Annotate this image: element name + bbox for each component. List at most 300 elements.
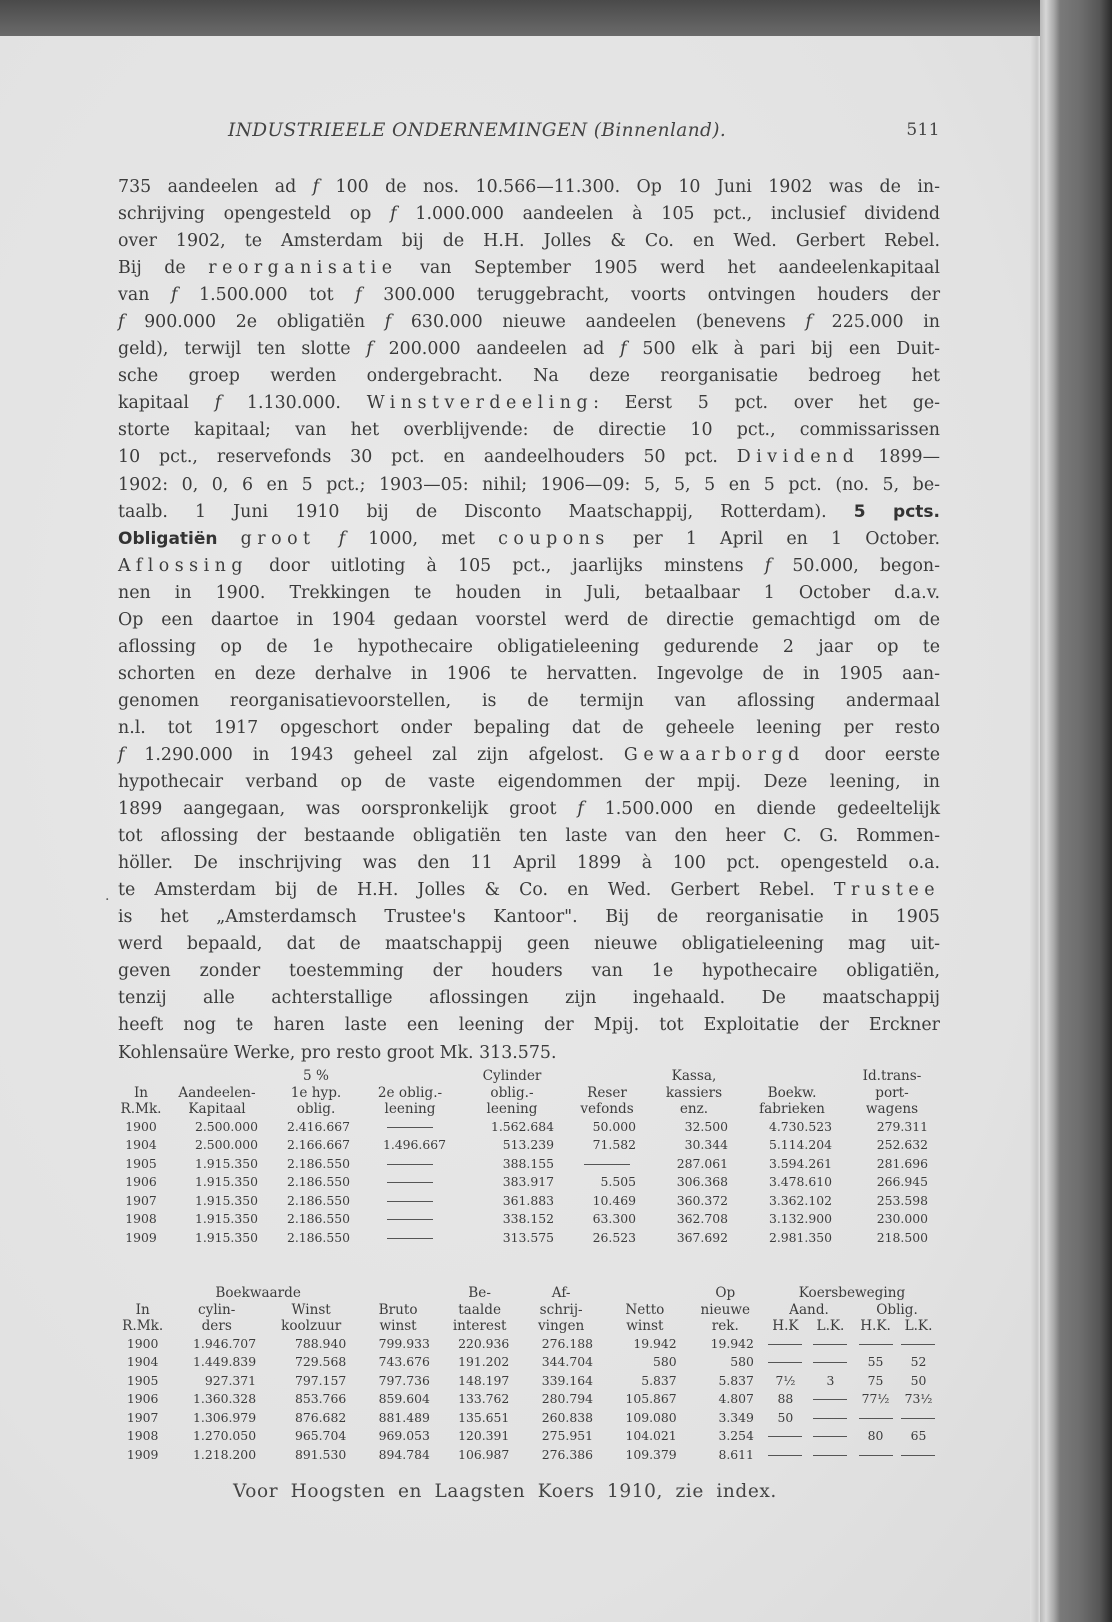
column-header: wagens bbox=[865, 1101, 919, 1117]
table-row bbox=[118, 1409, 940, 1428]
value-cell: 3.362.102 bbox=[768, 1192, 832, 1208]
text-run: Bij de bbox=[118, 258, 209, 279]
value-cell bbox=[854, 1446, 897, 1465]
value-cell: 148.197 bbox=[458, 1372, 510, 1388]
text-line bbox=[118, 282, 940, 309]
running-head-title: INDUSTRIEELE ONDERNEMINGEN (Binnenland). bbox=[228, 120, 727, 141]
value-cell bbox=[897, 1446, 940, 1465]
column-header: leening bbox=[384, 1101, 436, 1117]
value-cell bbox=[807, 1390, 854, 1409]
column-header bbox=[356, 1285, 440, 1302]
value-cell: 797.736 bbox=[378, 1372, 430, 1388]
value-cell: 965.704 bbox=[294, 1428, 347, 1444]
text-line bbox=[118, 607, 940, 634]
value-cell: 306.368 bbox=[676, 1174, 728, 1190]
value-cell: 3 bbox=[826, 1372, 835, 1388]
dash-rule bbox=[387, 1182, 433, 1183]
column-header: Op bbox=[715, 1285, 736, 1301]
value-cell: 276.188 bbox=[541, 1335, 593, 1351]
bold-heading: Obligatiën bbox=[118, 528, 218, 549]
text-run: 225.000 in bbox=[811, 312, 941, 333]
dash-rule bbox=[901, 1344, 935, 1345]
column-header: Kassa, bbox=[671, 1068, 717, 1084]
table-row bbox=[118, 1136, 940, 1155]
value-cell: 313.575 bbox=[502, 1230, 554, 1246]
text-run: n.l. tot 1917 opgeschort onder bepaling dat de geheele leening per resto bbox=[118, 717, 940, 738]
column-header: 1e hyp. bbox=[290, 1084, 342, 1101]
value-cell: 50.000 bbox=[592, 1118, 636, 1134]
column-header: R.Mk. bbox=[120, 1101, 162, 1117]
column-header: vefonds bbox=[580, 1101, 634, 1117]
text-run: 200.000 aandeelen ad bbox=[372, 339, 621, 360]
value-cell: 220.936 bbox=[458, 1335, 510, 1351]
value-cell: 50 bbox=[910, 1372, 927, 1388]
text-run: tot aflossing der bestaande obligatiën ten laste van den heer C. G. Rommen- bbox=[118, 826, 940, 847]
text-run bbox=[316, 529, 339, 549]
text-run: Op een daartoe in 1904 gedaan voorstel werd de directie gemachtigd om de bbox=[118, 609, 940, 630]
spaced-emphasis: Gewaarborgd bbox=[623, 744, 805, 765]
florin-symbol: f bbox=[338, 528, 346, 549]
value-cell: 1.306.979 bbox=[193, 1409, 257, 1425]
text-run: 1.500.000 en diende gedeeltelijk bbox=[583, 799, 940, 820]
column-header: H.K bbox=[772, 1318, 799, 1334]
dash-rule bbox=[813, 1455, 847, 1456]
value-cell bbox=[807, 1409, 854, 1428]
florin-symbol: f bbox=[118, 312, 125, 333]
column-header: winst bbox=[626, 1318, 664, 1334]
table-row bbox=[118, 1210, 940, 1229]
value-cell: 281.696 bbox=[876, 1155, 928, 1171]
value-cell: 73½ bbox=[904, 1391, 933, 1407]
value-cell: 106.987 bbox=[458, 1447, 510, 1463]
value-cell: 2.500.000 bbox=[194, 1118, 258, 1134]
column-header: leening bbox=[486, 1101, 538, 1117]
text-line bbox=[118, 255, 940, 282]
dash-rule bbox=[813, 1344, 847, 1345]
value-cell: 853.766 bbox=[294, 1391, 347, 1407]
florin-symbol: f bbox=[214, 393, 222, 414]
value-cell: 2.186.550 bbox=[286, 1230, 350, 1246]
value-cell: 876.682 bbox=[294, 1409, 347, 1425]
year-cell: 1907 bbox=[125, 1192, 157, 1208]
value-cell bbox=[854, 1335, 897, 1354]
text-run: over 1902, te Amsterdam bij de H.H. Jolles & Co. en Wed. Gerbert Rebel. bbox=[118, 231, 940, 252]
florin-symbol: f bbox=[384, 312, 392, 333]
dash-rule bbox=[768, 1455, 802, 1456]
bold-heading: 5 pcts. bbox=[853, 501, 940, 522]
text-run: per 1 April en 1 October. bbox=[609, 528, 941, 549]
year-cell: 1900 bbox=[126, 1335, 159, 1351]
header-row bbox=[118, 1085, 940, 1102]
text-line bbox=[118, 985, 940, 1012]
column-header: ders bbox=[201, 1318, 232, 1334]
table-row bbox=[118, 1229, 940, 1248]
value-cell bbox=[362, 1229, 458, 1248]
text-line bbox=[118, 769, 940, 796]
text-run: van bbox=[118, 285, 172, 306]
text-line bbox=[118, 336, 940, 363]
year-cell: 1904 bbox=[125, 1137, 157, 1153]
column-header: Aandeelen- bbox=[178, 1084, 256, 1101]
value-cell: 388.155 bbox=[502, 1155, 554, 1171]
text-line bbox=[118, 742, 940, 769]
value-cell: 55 bbox=[867, 1354, 884, 1370]
value-cell bbox=[362, 1192, 458, 1211]
text-run: werd bepaald, dat de maatschappij geen nieuwe obligatieleening mag uit- bbox=[118, 934, 940, 955]
column-header: L.K. bbox=[904, 1318, 933, 1334]
text-run: 1899 aangegaan, was oorspronkelijk groot bbox=[118, 799, 578, 820]
value-cell bbox=[362, 1210, 458, 1229]
value-cell: 894.784 bbox=[378, 1447, 430, 1463]
text-run: van September 1905 werd het aandeelenkapitaal bbox=[397, 258, 940, 279]
body-paragraph bbox=[118, 174, 940, 1067]
column-header: cylin- bbox=[198, 1301, 236, 1318]
value-cell: 133.762 bbox=[458, 1391, 510, 1407]
group-header-koersbeweging: Koersbeweging bbox=[798, 1285, 906, 1301]
text-run: 1000, met bbox=[345, 528, 499, 549]
group-header-oblig: Oblig. bbox=[876, 1301, 918, 1318]
value-cell: 4.807 bbox=[718, 1391, 754, 1407]
text-line bbox=[118, 553, 940, 580]
header-row bbox=[118, 1285, 940, 1302]
value-cell: 2.186.550 bbox=[286, 1155, 350, 1171]
florin-symbol: f bbox=[118, 744, 125, 765]
value-cell: 339.164 bbox=[541, 1372, 593, 1388]
value-cell: 266.945 bbox=[876, 1174, 928, 1190]
header-row bbox=[118, 1068, 940, 1085]
value-cell: 881.489 bbox=[378, 1409, 430, 1425]
column-header bbox=[566, 1068, 648, 1085]
value-cell bbox=[362, 1155, 458, 1174]
value-cell bbox=[807, 1335, 854, 1354]
value-cell: 788.940 bbox=[294, 1335, 347, 1351]
florin-symbol: f bbox=[355, 285, 362, 306]
value-cell: 10.469 bbox=[592, 1192, 636, 1208]
text-run: schorten en deze derhalve in 1906 te hervatten. Ingevolge de in 1905 aan- bbox=[118, 663, 940, 684]
value-cell: 797.157 bbox=[294, 1372, 347, 1388]
value-cell: 32.500 bbox=[684, 1118, 728, 1134]
value-cell: 77½ bbox=[861, 1391, 890, 1407]
value-cell: 729.568 bbox=[294, 1354, 347, 1370]
column-header: 2e oblig.- bbox=[377, 1084, 443, 1101]
spaced-emphasis: reorganisatie bbox=[208, 258, 398, 279]
column-header bbox=[362, 1068, 458, 1085]
value-cell: 5.837 bbox=[641, 1372, 677, 1388]
value-cell: 120.391 bbox=[458, 1428, 510, 1444]
text-line bbox=[118, 931, 940, 958]
year-cell: 1905 bbox=[126, 1372, 159, 1388]
value-cell: 1.360.328 bbox=[193, 1391, 257, 1407]
text-run: door eerste bbox=[804, 744, 940, 765]
value-cell bbox=[764, 1446, 807, 1465]
dash-rule bbox=[387, 1164, 433, 1165]
text-line bbox=[118, 363, 940, 390]
text-run: 1899— bbox=[859, 447, 940, 468]
text-line bbox=[118, 634, 940, 661]
text-line bbox=[118, 850, 940, 877]
text-run: geld), terwijl ten slotte bbox=[118, 339, 367, 360]
year-cell: 1906 bbox=[125, 1174, 157, 1190]
text-run: genomen reorganisatievoorstellen, is de termijn van aflossing andermaal bbox=[118, 690, 940, 711]
column-header: kassiers bbox=[665, 1084, 723, 1101]
scan-right-border bbox=[1040, 0, 1112, 1622]
text-line bbox=[118, 499, 940, 526]
value-cell: 71.582 bbox=[592, 1137, 636, 1153]
dash-rule bbox=[901, 1418, 935, 1419]
text-run: Kohlensaüre Werke, pro resto groot Mk. 313.575. bbox=[118, 1042, 557, 1063]
footer-note: Voor Hoogsten en Laagsten Koers 1910, zie index. bbox=[233, 1481, 777, 1502]
table-row bbox=[118, 1390, 940, 1409]
text-line bbox=[118, 309, 940, 336]
value-cell bbox=[897, 1409, 940, 1428]
year-cell: 1908 bbox=[125, 1211, 157, 1227]
year-cell: 1907 bbox=[126, 1409, 159, 1425]
text-run: 1.290.000 in 1943 geheel zal zijn afgelost. bbox=[124, 744, 624, 765]
value-cell: 3.254 bbox=[718, 1428, 754, 1444]
text-run: geven zonder toestemming der houders van 1e hypothecaire obligatiën, bbox=[118, 961, 940, 982]
text-line bbox=[118, 580, 940, 607]
table-row bbox=[118, 1353, 940, 1372]
spaced-emphasis: coupons bbox=[498, 528, 610, 549]
column-header: rek. bbox=[711, 1318, 739, 1334]
spaced-emphasis: Winstverdeeling bbox=[366, 393, 594, 414]
value-cell: 3.349 bbox=[718, 1409, 754, 1425]
table-row bbox=[118, 1427, 940, 1446]
year-cell: 1909 bbox=[126, 1447, 159, 1463]
value-cell: 580 bbox=[653, 1354, 677, 1370]
margin-mark: . bbox=[105, 888, 110, 904]
column-header: koolzuur bbox=[281, 1318, 342, 1334]
text-run: aflossing op de 1e hypothecaire obligatieleening gedurende 2 jaar op te bbox=[118, 636, 940, 657]
column-header: Winst bbox=[291, 1301, 331, 1318]
value-cell: 230.000 bbox=[876, 1211, 928, 1227]
table-row bbox=[118, 1372, 940, 1391]
value-cell bbox=[807, 1353, 854, 1372]
column-header: L.K. bbox=[816, 1318, 845, 1334]
text-run: te Amsterdam bij de H.H. Jolles & Co. en Wed. Gerbert Rebel. bbox=[118, 880, 834, 901]
value-cell: 1.562.684 bbox=[490, 1118, 554, 1134]
value-cell: 7½ bbox=[775, 1372, 796, 1388]
year-cell: 1906 bbox=[126, 1391, 159, 1407]
value-cell bbox=[566, 1155, 648, 1174]
column-header bbox=[118, 1285, 167, 1302]
text-run: schrijving opengesteld op bbox=[118, 204, 391, 225]
value-cell bbox=[897, 1335, 940, 1354]
value-cell: 135.651 bbox=[458, 1409, 510, 1425]
column-header: 5 % bbox=[303, 1068, 329, 1084]
value-cell: 260.838 bbox=[541, 1409, 593, 1425]
value-cell bbox=[362, 1118, 458, 1137]
value-cell: 859.604 bbox=[378, 1391, 430, 1407]
year-cell: 1905 bbox=[125, 1155, 157, 1171]
dash-rule bbox=[813, 1399, 847, 1400]
column-header: Netto bbox=[625, 1301, 665, 1318]
value-cell: 4.730.523 bbox=[768, 1118, 832, 1134]
text-line bbox=[118, 661, 940, 688]
value-cell: 2.166.667 bbox=[286, 1137, 350, 1153]
value-cell: 5.505 bbox=[600, 1174, 636, 1190]
value-cell: 891.530 bbox=[294, 1447, 347, 1463]
text-run bbox=[218, 529, 241, 549]
table-row bbox=[118, 1118, 940, 1137]
value-cell: 8.611 bbox=[718, 1447, 754, 1463]
value-cell: 2.186.550 bbox=[286, 1211, 350, 1227]
text-run: höller. De inschrijving was den 11 April 1899 à 100 pct. opengesteld o.a. bbox=[118, 853, 940, 874]
value-cell: 2.981.350 bbox=[768, 1230, 832, 1246]
value-cell: 275.951 bbox=[541, 1428, 593, 1444]
value-cell: 367.692 bbox=[676, 1230, 728, 1246]
text-line bbox=[118, 715, 940, 742]
column-header: oblig. bbox=[296, 1101, 336, 1117]
year-cell: 1909 bbox=[125, 1230, 157, 1246]
value-cell: 104.021 bbox=[625, 1428, 677, 1444]
column-header: vingen bbox=[538, 1318, 585, 1334]
spaced-emphasis: Aflossing bbox=[118, 555, 248, 576]
column-header: taalde bbox=[458, 1301, 501, 1318]
column-header: winst bbox=[379, 1318, 417, 1334]
value-cell: 279.311 bbox=[876, 1118, 928, 1134]
text-run: 900.000 2e obligatiën bbox=[124, 312, 385, 333]
spaced-emphasis: groot bbox=[240, 528, 316, 549]
value-cell: 3.132.900 bbox=[768, 1211, 832, 1227]
value-cell: 1.946.707 bbox=[193, 1335, 257, 1351]
value-cell: 253.598 bbox=[876, 1192, 928, 1208]
value-cell: 19.942 bbox=[633, 1335, 677, 1351]
text-run: : Eerst 5 pct. over het ge- bbox=[593, 393, 941, 414]
dash-rule bbox=[813, 1436, 847, 1437]
florin-symbol: f bbox=[620, 339, 627, 360]
florin-symbol: f bbox=[366, 339, 373, 360]
value-cell: 513.239 bbox=[502, 1137, 554, 1153]
spaced-emphasis: Dividend bbox=[736, 447, 860, 468]
value-cell: 362.708 bbox=[676, 1211, 728, 1227]
dash-rule bbox=[387, 1219, 433, 1220]
value-cell: 1.915.350 bbox=[194, 1192, 258, 1208]
text-run: heeft nog te haren laste een leening der Mpij. tot Exploitatie der Erckner bbox=[118, 1015, 940, 1036]
florin-symbol: f bbox=[577, 799, 584, 820]
header-row bbox=[118, 1101, 940, 1118]
value-cell: 2.416.667 bbox=[286, 1118, 350, 1134]
value-cell: 109.080 bbox=[625, 1409, 677, 1425]
value-cell: 799.933 bbox=[378, 1335, 430, 1351]
value-cell bbox=[764, 1427, 807, 1446]
page-number: 511 bbox=[906, 120, 940, 140]
value-cell: 218.500 bbox=[876, 1230, 928, 1246]
column-header: port- bbox=[875, 1084, 909, 1101]
column-header: oblig.- bbox=[490, 1084, 534, 1101]
text-line bbox=[118, 1012, 940, 1039]
header-row bbox=[118, 1318, 940, 1335]
year-cell: 1900 bbox=[125, 1118, 157, 1134]
year-cell: 1904 bbox=[126, 1354, 159, 1370]
value-cell: 3.594.261 bbox=[768, 1155, 832, 1171]
value-cell bbox=[764, 1353, 807, 1372]
text-run: nen in 1900. Trekkingen te houden in Juli, betaalbaar 1 October d.a.v. bbox=[118, 582, 940, 603]
dash-rule bbox=[768, 1436, 802, 1437]
dash-rule bbox=[387, 1238, 433, 1239]
value-cell: 580 bbox=[730, 1354, 754, 1370]
value-cell: 2.500.000 bbox=[194, 1137, 258, 1153]
value-cell: 2.186.550 bbox=[286, 1174, 350, 1190]
text-run: 10 pct., reservefonds 30 pct. en aandeelhouders 50 pct. bbox=[118, 447, 737, 468]
header-row bbox=[118, 1302, 940, 1319]
text-run: 500 elk à pari bij een Duit- bbox=[626, 339, 941, 360]
spaced-emphasis: Trustee bbox=[833, 880, 940, 901]
florin-symbol: f bbox=[764, 555, 772, 576]
column-header: H.K. bbox=[860, 1318, 891, 1334]
column-header: Boekw. bbox=[767, 1084, 817, 1101]
value-cell: 1.496.667 bbox=[382, 1137, 446, 1153]
column-header: Reser bbox=[587, 1084, 627, 1101]
florin-symbol: f bbox=[171, 285, 178, 306]
text-run: 100 de nos. 10.566—11.300. Op 10 Juni 1902 was de in- bbox=[319, 177, 940, 197]
table-row bbox=[118, 1155, 940, 1174]
value-cell: 743.676 bbox=[378, 1354, 430, 1370]
column-header: Id.trans- bbox=[862, 1068, 922, 1084]
dash-rule bbox=[859, 1418, 893, 1419]
text-line bbox=[118, 228, 940, 255]
text-run: 735 aandeelen ad bbox=[118, 177, 313, 197]
text-run: storte kapitaal; van het overblijvende: de directie 10 pct., commissarissen bbox=[118, 420, 940, 441]
text-run: kapitaal bbox=[118, 393, 215, 414]
dash-rule bbox=[813, 1362, 847, 1363]
text-line bbox=[118, 877, 940, 904]
column-header: Af- bbox=[551, 1285, 571, 1301]
value-cell: 88 bbox=[777, 1391, 794, 1407]
dash-rule bbox=[901, 1455, 935, 1456]
text-run: 1902: 0, 0, 6 en 5 pct.; 1903—05: nihil; 1906—09: 5, 5, 5 en 5 pct. (no. 5, be- bbox=[118, 474, 940, 495]
dash-rule bbox=[387, 1201, 433, 1202]
value-cell: 361.883 bbox=[502, 1192, 554, 1208]
value-cell: 3.478.610 bbox=[768, 1174, 832, 1190]
value-cell: 1.915.350 bbox=[194, 1230, 258, 1246]
value-cell bbox=[807, 1446, 854, 1465]
table-row bbox=[118, 1335, 940, 1354]
value-cell: 63.300 bbox=[592, 1211, 636, 1227]
text-run: 50.000, begon- bbox=[771, 555, 940, 576]
profit-table bbox=[118, 1285, 940, 1465]
value-cell bbox=[764, 1335, 807, 1354]
column-header bbox=[164, 1068, 270, 1085]
column-header: enz. bbox=[679, 1101, 709, 1117]
dash-rule bbox=[859, 1455, 893, 1456]
value-cell: 5.114.204 bbox=[768, 1137, 832, 1153]
table-row bbox=[118, 1173, 940, 1192]
value-cell: 1.270.050 bbox=[193, 1428, 257, 1444]
value-cell bbox=[362, 1173, 458, 1192]
text-line bbox=[118, 390, 940, 417]
value-cell: 969.053 bbox=[378, 1428, 430, 1444]
value-cell: 65 bbox=[910, 1428, 927, 1444]
text-run: sche groep werden ondergebracht. Na deze reorganisatie bedroeg het bbox=[118, 366, 940, 387]
value-cell: 26.523 bbox=[592, 1230, 636, 1246]
florin-symbol: f bbox=[390, 204, 397, 225]
florin-symbol: f bbox=[312, 177, 320, 197]
value-cell: 5.837 bbox=[718, 1372, 754, 1388]
value-cell bbox=[807, 1427, 854, 1446]
text-line bbox=[118, 417, 940, 444]
text-run: hypothecair verband op de vaste eigendommen der mpij. Deze leening, in bbox=[118, 772, 940, 793]
text-line bbox=[118, 472, 940, 499]
text-line bbox=[118, 174, 940, 201]
value-cell: 280.794 bbox=[541, 1391, 593, 1407]
value-cell bbox=[854, 1409, 897, 1428]
column-header: interest bbox=[452, 1318, 507, 1334]
value-cell: 1.449.839 bbox=[193, 1354, 257, 1370]
value-cell: 252.632 bbox=[876, 1137, 928, 1153]
value-cell: 1.218.200 bbox=[193, 1447, 257, 1463]
text-line bbox=[118, 526, 940, 553]
